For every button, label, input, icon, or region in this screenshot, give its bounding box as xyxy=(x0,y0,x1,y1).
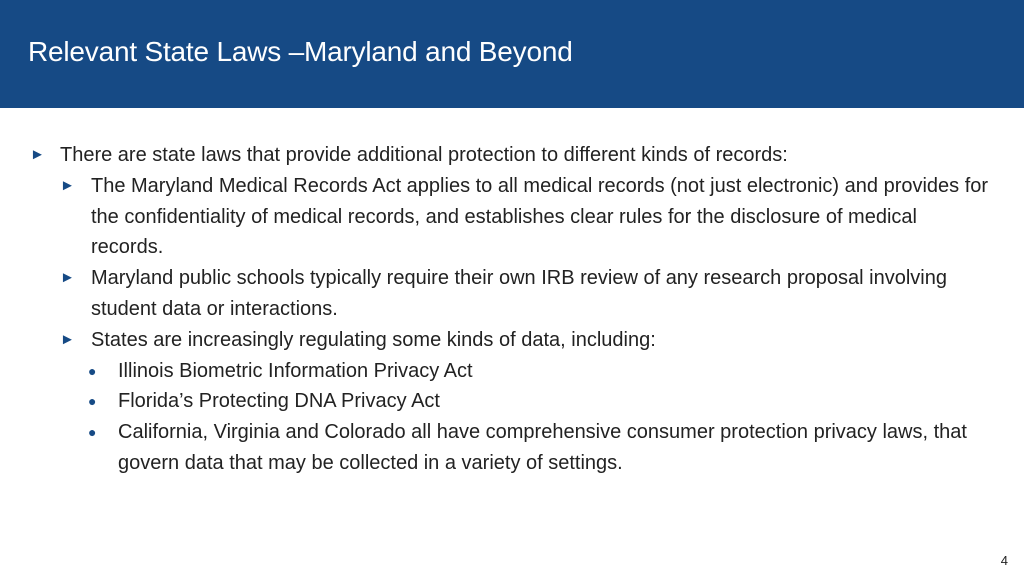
arrow-bullet-icon: ► xyxy=(60,330,75,348)
bullet-text: Illinois Biometric Information Privacy Act xyxy=(118,359,473,382)
arrow-bullet-icon: ► xyxy=(30,146,45,163)
arrow-bullet-icon: ► xyxy=(60,269,75,287)
bullet-list xyxy=(30,140,990,479)
bullet-text: States are increasingly regulating some kinds of data, including: xyxy=(91,328,656,351)
dot-bullet-icon: ● xyxy=(88,393,97,410)
bullet-item-florida xyxy=(30,386,990,417)
bullet-item-medical-records-act xyxy=(30,171,990,263)
page-number: 4 xyxy=(1000,553,1008,568)
bullet-item-california xyxy=(30,417,990,479)
slide-title: Relevant State Laws –Maryland and Beyond xyxy=(28,36,573,67)
bullet-text: Maryland public schools typically require their own IRB review of any research proposal involving student data or interactions. xyxy=(91,267,947,320)
dot-bullet-icon: ● xyxy=(88,424,97,441)
bullet-text: Florida’s Protecting DNA Privacy Act xyxy=(118,390,440,413)
bullet-item-states-regulating xyxy=(30,325,990,356)
bullet-item-illinois xyxy=(30,356,990,387)
bullet-text: The Maryland Medical Records Act applies to all medical records (not just electronic) and provides for the confidentiality of medical records, and establishes clear rules for the disclosure of medical records. xyxy=(91,174,989,259)
bullet-text: California, Virginia and Colorado all have comprehensive consumer protection privacy laws, that govern data that may be collected in a variety of settings. xyxy=(118,421,967,474)
dot-bullet-icon: ● xyxy=(88,362,97,379)
bullet-item-intro xyxy=(30,140,990,171)
bullet-text: There are state laws that provide additional protection to different kinds of records: xyxy=(60,144,788,166)
title-bar xyxy=(0,0,1024,108)
arrow-bullet-icon: ► xyxy=(60,176,75,194)
bullet-item-public-schools xyxy=(30,263,990,325)
